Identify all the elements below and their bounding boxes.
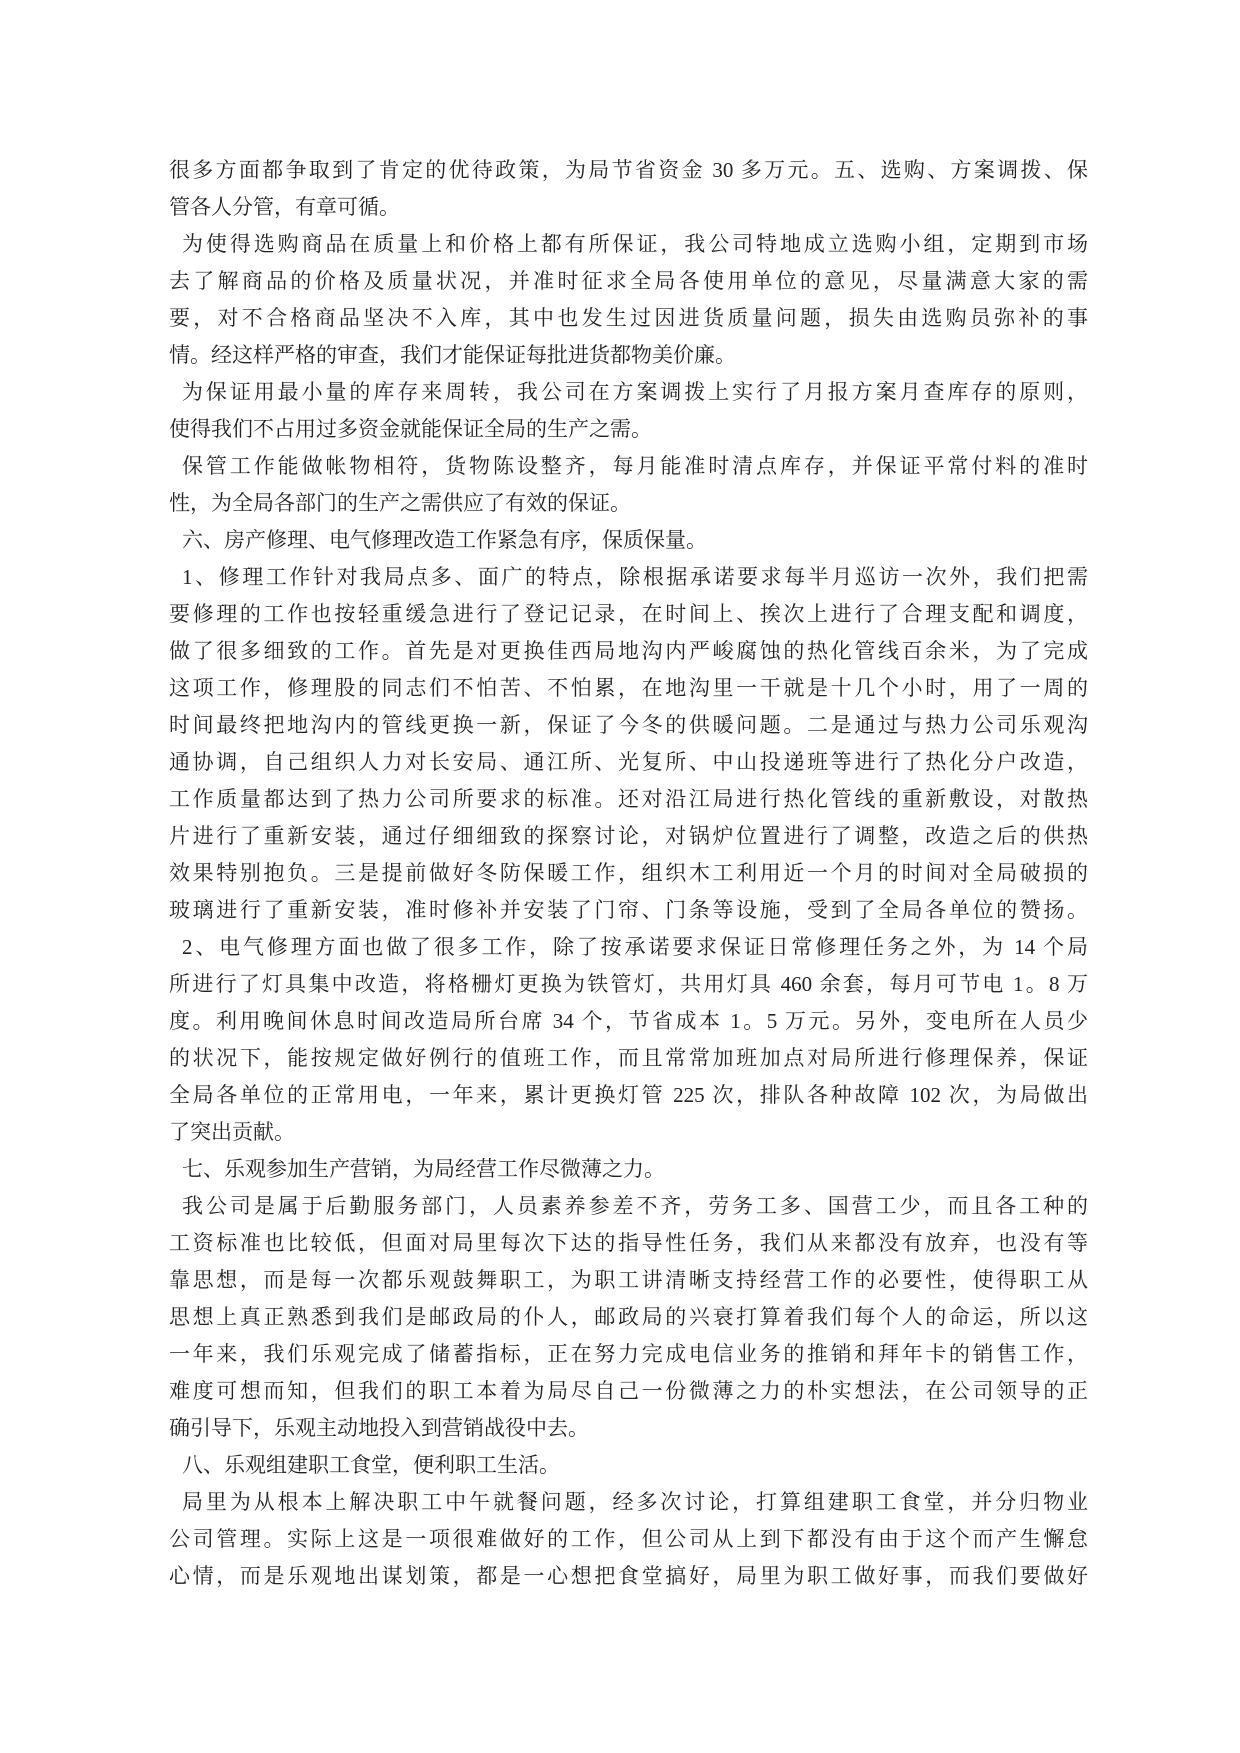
text-line: 工资标准也比较低，但面对局里每次下达的指导性任务，我们从来都没有放弃，也没有等 [169, 1231, 1088, 1255]
text-line: 做了很多细致的工作。首先是对更换佳西局地沟内严峻腐蚀的热化管线百余米，为了完成 [169, 639, 1088, 663]
text-line: 性，为全局各部门的生产之需供应了有效的保证。 [169, 491, 631, 515]
text-line: 为使得选购商品在质量上和价格上都有所保证，我公司特地成立选购小组，定期到市场 [182, 232, 1088, 256]
text-line: 七、乐观参加生产营销，为局经营工作尽微薄之力。 [182, 1157, 665, 1181]
text-line: 管各人分管，有章可循。 [169, 195, 400, 219]
text-line: 玻璃进行了重新安装，准时修补并安装了门帘、门条等设施，受到了全局各单位的赞扬。 [169, 898, 1088, 922]
text-line: 要修理的工作也按轻重缓急进行了登记记录，在时间上、挨次上进行了合理支配和调度， [169, 602, 1088, 626]
text-line: 度。利用晚间休息时间改造局所台席 34 个，节省成本 1。5 万元。另外，变电所在人员少 [169, 1009, 1088, 1033]
text-line: 全局各单位的正常用电，一年来，累计更换灯管 225 次，排队各种故障 102 次，为局做出 [169, 1083, 1088, 1107]
text-line: 的状况下，能按规定做好例行的值班工作，而且常常加班加点对局所进行修理保养，保证 [169, 1046, 1088, 1070]
text-line: 效果特别抱负。三是提前做好冬防保暖工作，组织木工利用近一个月的时间对全局破损的 [169, 861, 1088, 885]
text-line: 通协调，自己组织人力对长安局、通江所、光复所、中山投递班等进行了热化分户改造， [169, 750, 1088, 774]
text-line: 难度可想而知，但我们的职工本着为局尽自己一份微薄之力的朴实想法，在公司领导的正 [169, 1379, 1088, 1403]
text-line: 六、房产修理、电气修理改造工作紧急有序，保质保量。 [182, 528, 707, 552]
text-line: 八、乐观组建职工食堂，便利职工生活。 [182, 1453, 560, 1477]
text-line: 1、修理工作针对我局点多、面广的特点，除根据承诺要求每半月巡访一次外，我们把需 [182, 565, 1088, 589]
text-line: 时间最终把地沟内的管线更换一新，保证了今冬的供暖问题。二是通过与热力公司乐观沟 [169, 713, 1088, 737]
text-line: 了突出贡献。 [169, 1120, 295, 1144]
text-line: 为保证用最小量的库存来周转，我公司在方案调拨上实行了月报方案月查库存的原则， [182, 380, 1088, 404]
text-line: 一年来，我们乐观完成了储蓄指标，正在努力完成电信业务的推销和拜年卡的销售工作， [169, 1342, 1088, 1366]
text-line: 去了解商品的价格及质量状况，并准时征求全局各使用单位的意见，尽量满意大家的需 [169, 269, 1088, 293]
text-line: 2、电气修理方面也做了很多工作，除了按承诺要求保证日常修理任务之外，为 14 个局 [182, 935, 1088, 959]
text-line: 局里为从根本上解决职工中午就餐问题，经多次讨论，打算组建职工食堂，并分归物业 [182, 1490, 1088, 1514]
text-line: 公司管理。实际上这是一项很难做好的工作，但公司从上到下都没有由于这个而产生懈怠 [169, 1527, 1088, 1551]
text-line: 这项工作，修理股的同志们不怕苦、不怕累，在地沟里一干就是十几个小时，用了一周的 [169, 676, 1088, 700]
text-line: 很多方面都争取到了肯定的优待政策，为局节省资金 30 多万元。五、选购、方案调拨、保 [169, 158, 1088, 182]
text-line: 我公司是属于后勤服务部门，人员素养参差不齐，劳务工多、国营工少，而且各工种的 [182, 1194, 1088, 1218]
text-line: 要，对不合格商品坚决不入库，其中也发生过因进货质量问题，损失由选购员弥补的事 [169, 306, 1088, 330]
text-line: 思想上真正熟悉到我们是邮政局的仆人，邮政局的兴衰打算着我们每个人的命运，所以这 [169, 1305, 1088, 1329]
text-line: 情。经这样严格的审查，我们才能保证每批进货都物美价廉。 [169, 343, 736, 367]
document-body [169, 152, 1088, 1595]
text-line: 使得我们不占用过多资金就能保证全局的生产之需。 [169, 417, 652, 441]
text-line: 片进行了重新安装，通过仔细细致的探察讨论，对锅炉位置进行了调整，改造之后的供热 [169, 824, 1088, 848]
text-line: 确引导下，乐观主动地投入到营销战役中去。 [169, 1416, 589, 1440]
text-line: 保管工作能做帐物相符，货物陈设整齐，每月能准时清点库存，并保证平常付料的准时 [182, 454, 1088, 478]
text-line: 工作质量都达到了热力公司所要求的标准。还对沿江局进行热化管线的重新敷设，对散热 [169, 787, 1088, 811]
text-line: 心情，而是乐观地出谋划策，都是一心想把食堂搞好，局里为职工做好事，而我们要做好 [169, 1564, 1088, 1588]
text-line: 所进行了灯具集中改造，将格栅灯更换为铁管灯，共用灯具 460 余套，每月可节电 1。8 万 [169, 972, 1088, 996]
text-line: 靠思想，而是每一次都乐观鼓舞职工，为职工讲清晰支持经营工作的必要性，使得职工从 [169, 1268, 1088, 1292]
